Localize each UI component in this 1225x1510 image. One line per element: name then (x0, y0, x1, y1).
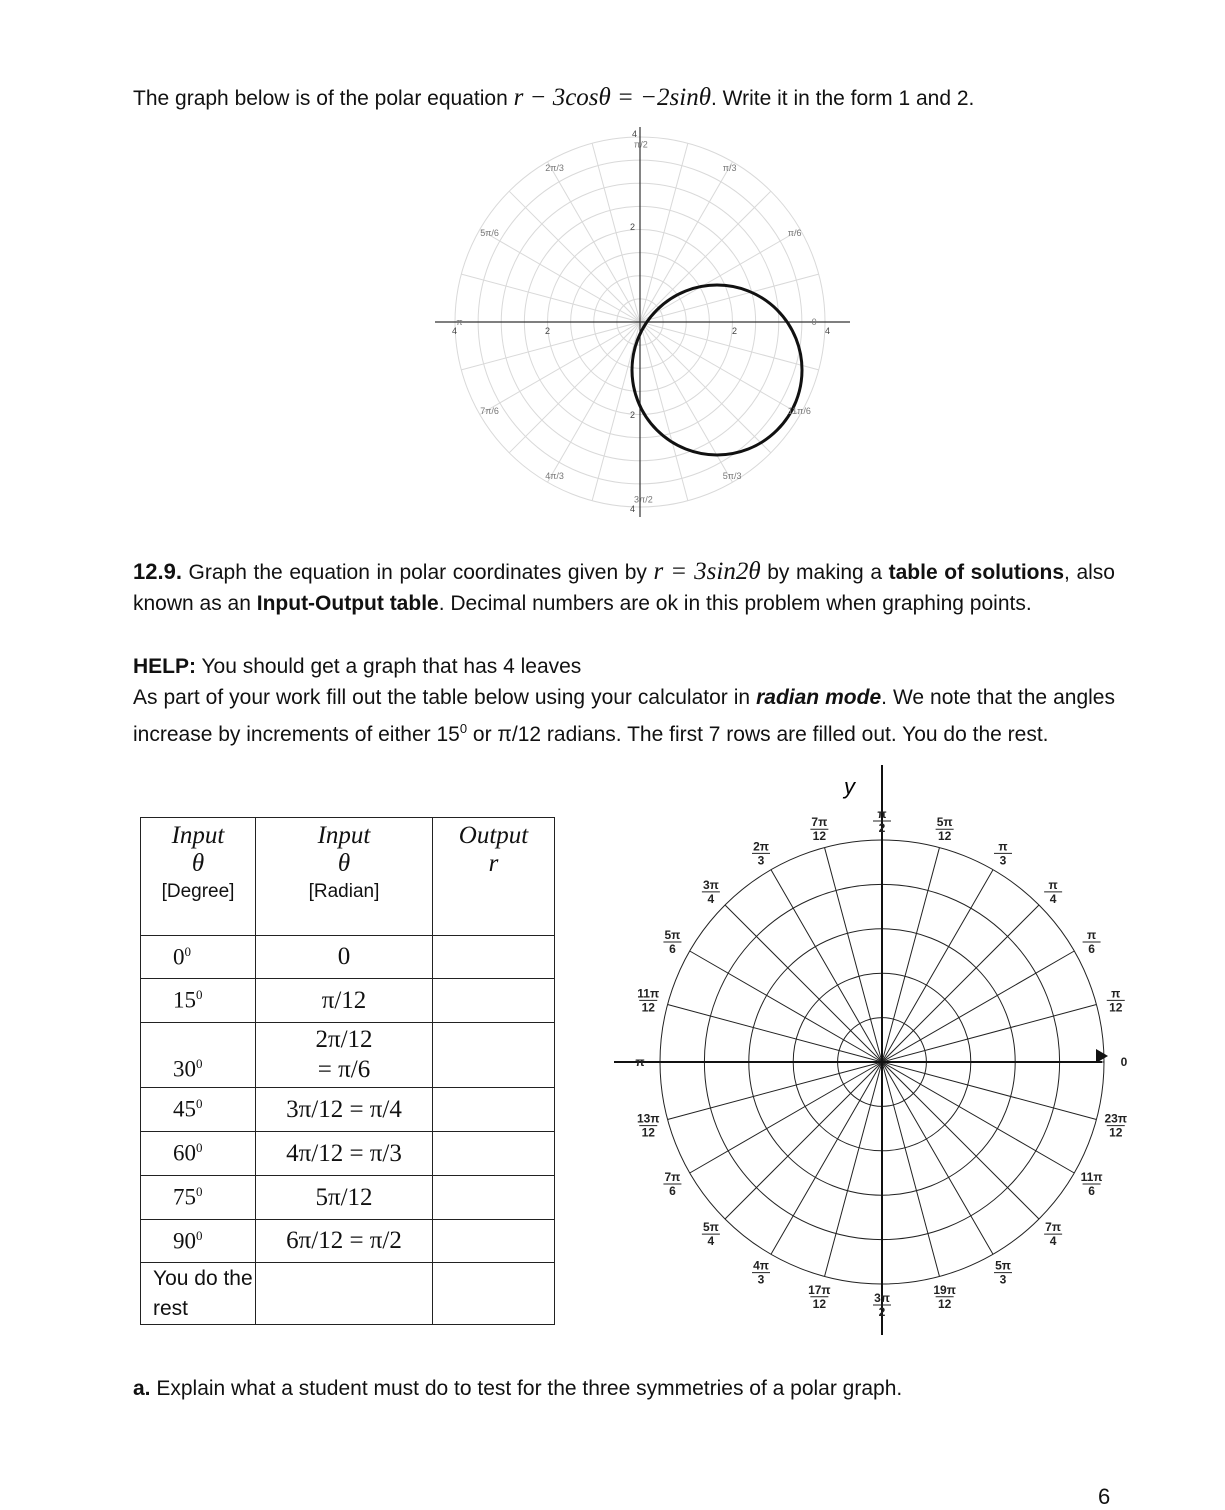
svg-text:2: 2 (878, 821, 886, 835)
angle-label (933, 1283, 956, 1311)
grid-spoke (690, 951, 882, 1062)
grid-spoke (509, 322, 640, 453)
radial-label: 2 (630, 222, 636, 232)
svg-text:6: 6 (1088, 942, 1095, 956)
table-row: $90^0$ 6π/12 = π/2 (141, 1220, 555, 1263)
svg-text:6: 6 (669, 1184, 676, 1198)
svg-text:4: 4 (1049, 891, 1057, 906)
svg-text:π: π (1048, 877, 1058, 892)
svg-text:3: 3 (757, 1272, 765, 1287)
radial-label: 2 (545, 326, 551, 336)
svg-text:6: 6 (1088, 1184, 1095, 1198)
grid-spoke (825, 1062, 882, 1276)
angle-label (635, 1055, 644, 1069)
angle-label (1104, 1112, 1127, 1140)
svg-text:4: 4 (1049, 1234, 1057, 1249)
angle-label (1044, 1220, 1062, 1248)
angle-label (1081, 1170, 1103, 1198)
grid-spoke (640, 162, 733, 322)
grid-spoke (640, 322, 688, 501)
svg-text:12: 12 (641, 1125, 655, 1140)
svg-text:17π: 17π (808, 1282, 831, 1297)
page-number: 6 (1098, 1484, 1111, 1509)
svg-text:6: 6 (669, 942, 676, 956)
table-row: $75^0$ 5π/12 (141, 1176, 555, 1220)
angle-label (752, 1259, 770, 1287)
angle-label: π/3 (722, 163, 737, 174)
radial-label: 4 (452, 326, 458, 336)
svg-text:π: π (998, 839, 1008, 854)
help-text: HELP: You should get a graph that has 4 leaves (133, 655, 582, 678)
problem-equation: r = 3sin2θ (653, 558, 761, 585)
angle-label (1044, 878, 1062, 906)
output-cell[interactable] (433, 1176, 555, 1220)
svg-text:11π: 11π (637, 986, 660, 1001)
header-output: Output r (433, 818, 555, 936)
angle-label: 2π/3 (545, 163, 564, 174)
grid-spoke (640, 191, 771, 322)
angle-label (810, 815, 828, 843)
polar-grid (612, 760, 1162, 1340)
angle-label (1121, 1055, 1128, 1069)
svg-text:7π: 7π (1045, 1220, 1062, 1235)
angle-label: 7π/6 (480, 405, 499, 416)
grid-spoke (725, 1062, 882, 1219)
radial-label: 2 (630, 410, 636, 420)
svg-text:12: 12 (937, 1296, 952, 1311)
intro-line: The graph below is of the polar equation r − 3cosθ = −2sinθ. Write it in the form 1 and 2. (133, 84, 975, 111)
radial-label: 2 (732, 326, 738, 336)
grid-spoke (640, 322, 800, 415)
angle-label (994, 839, 1012, 867)
grid-spoke (882, 1062, 993, 1254)
svg-text:12: 12 (641, 1000, 655, 1015)
grid-spoke (461, 322, 640, 370)
output-cell[interactable] (433, 1088, 555, 1132)
angle-label: 5π/3 (722, 470, 742, 481)
grid-spoke (771, 1062, 882, 1254)
angle-label (637, 1112, 660, 1140)
y-axis-label: y (844, 774, 855, 799)
angle-label: π/2 (634, 139, 648, 150)
angle-label (752, 839, 770, 867)
instructions-text: As part of your work fill out the table below using your calculator in radian mode. We note that the angles increase by increments of either $15^0$ or π/12 radians. The first 7 rows are filled out. You do the rest. (133, 686, 1115, 746)
radial-label: 4 (630, 504, 636, 514)
grid-spoke (640, 274, 819, 322)
svg-text:7π: 7π (811, 815, 828, 830)
svg-text:3: 3 (999, 853, 1007, 868)
angle-label (808, 1283, 831, 1311)
table-row: $45^0$ 3π/12 = π/4 (141, 1088, 555, 1132)
table-row: $60^0$ 4π/12 = π/3 (141, 1132, 555, 1176)
svg-text:2π: 2π (753, 839, 769, 854)
header-degree: Input θ [Degree] (141, 818, 256, 936)
angle-label (1107, 986, 1125, 1014)
angle-label (637, 986, 659, 1014)
svg-text:5π: 5π (702, 1220, 719, 1235)
input-output-table (140, 817, 555, 1325)
angle-label: 11π/6 (787, 405, 811, 416)
svg-text:13π: 13π (636, 1111, 660, 1126)
circle-curve (632, 285, 802, 455)
output-cell[interactable] (433, 1263, 555, 1325)
svg-text:5π: 5π (664, 928, 681, 942)
input-cell[interactable] (256, 1263, 433, 1325)
grid-spoke (592, 143, 640, 322)
grid-spoke (882, 848, 939, 1062)
grid-spoke (668, 1005, 882, 1062)
svg-text:5π: 5π (995, 1258, 1011, 1273)
angle-label: 4π/3 (545, 470, 564, 481)
grid-spoke (882, 870, 993, 1062)
output-cell[interactable] (433, 1023, 555, 1088)
grid-spoke (771, 870, 882, 1062)
svg-text:3π: 3π (702, 877, 719, 892)
grid-spoke (882, 1062, 1039, 1219)
table-row: $15^0$ π/12 (141, 979, 555, 1023)
grid-spoke (882, 951, 1074, 1062)
polar-graph-circle (425, 122, 855, 532)
angle-label: 5π/6 (480, 228, 499, 239)
angle-label (1083, 928, 1101, 956)
grid-spoke (668, 1062, 882, 1119)
svg-text:5π: 5π (936, 815, 953, 830)
grid-spoke (548, 322, 641, 482)
grid-spoke (461, 274, 640, 322)
svg-text:4π: 4π (753, 1258, 769, 1273)
output-cell[interactable] (433, 1132, 555, 1176)
angle-label (702, 1220, 720, 1248)
angle-label (994, 1259, 1012, 1287)
table-header-row (141, 818, 555, 936)
svg-text:3π: 3π (874, 1291, 890, 1305)
svg-text:π: π (877, 807, 887, 821)
grid-spoke (882, 905, 1039, 1062)
svg-text:12: 12 (1109, 1125, 1123, 1140)
angle-label: π/6 (787, 228, 802, 239)
angle-label (873, 807, 891, 835)
svg-text:11π: 11π (1080, 1170, 1103, 1184)
svg-text:π: π (635, 1055, 645, 1069)
svg-text:π: π (1111, 986, 1121, 1001)
grid-spoke (882, 1062, 1096, 1119)
grid-spoke (882, 1062, 939, 1276)
grid-spoke (725, 905, 882, 1062)
table-row: $30^0$ 2π/12 = π/6 (141, 1023, 555, 1088)
header-radian: Input θ [Radian] (256, 818, 433, 936)
intro-equation: r − 3cosθ = −2sinθ (513, 84, 711, 111)
svg-text:π: π (1086, 928, 1097, 942)
angle-label (873, 1291, 891, 1319)
grid-spoke (480, 230, 640, 323)
grid-spoke (825, 848, 882, 1062)
angle-label (663, 928, 681, 956)
svg-text:2: 2 (878, 1305, 886, 1319)
table-row (141, 1263, 555, 1325)
angle-label: 3π/2 (634, 494, 653, 505)
radial-label: 4 (825, 326, 831, 336)
grid-spoke (882, 1062, 1074, 1173)
svg-text:7π: 7π (664, 1170, 681, 1184)
svg-text:12: 12 (937, 829, 952, 844)
angle-label: 0 (811, 317, 817, 327)
output-cell[interactable] (433, 936, 555, 979)
radial-label: 4 (632, 129, 638, 139)
svg-text:3: 3 (999, 1272, 1007, 1287)
svg-text:12: 12 (812, 1296, 827, 1311)
svg-text:23π: 23π (1104, 1111, 1128, 1126)
svg-text:4: 4 (707, 891, 715, 906)
svg-text:4: 4 (707, 1234, 715, 1249)
svg-text:0: 0 (1120, 1055, 1128, 1069)
table-row: $0^0$ 0 (141, 936, 555, 979)
angle-label: π (456, 317, 463, 327)
angle-label (663, 1170, 681, 1198)
svg-text:12: 12 (812, 829, 827, 844)
angle-label (936, 815, 954, 843)
grid-spoke (548, 162, 641, 322)
grid-spoke (640, 322, 733, 482)
angle-label (702, 878, 720, 906)
svg-text:3: 3 (757, 853, 765, 868)
grid-spoke (509, 191, 640, 322)
svg-text:19π: 19π (933, 1282, 956, 1297)
output-cell[interactable] (433, 979, 555, 1023)
grid-spoke (690, 1062, 882, 1173)
rest-label: You do the rest (141, 1263, 256, 1325)
problem-text: 12.9. Graph the equation in polar coordinates given by r = 3sin2θ by making a table of solutions, also known as an Input-Output table. Decimal numbers are ok in this problem when graphing points. (133, 558, 1115, 615)
part-a: a. Explain what a student must do to test for the three symmetries of a polar graph. (133, 1377, 903, 1400)
grid-spoke (480, 322, 640, 415)
output-cell[interactable] (433, 1220, 555, 1263)
grid-spoke (882, 1005, 1096, 1062)
svg-text:12: 12 (1109, 1000, 1123, 1015)
x-axis-arrow (1096, 1049, 1108, 1063)
grid-spoke (640, 143, 688, 322)
